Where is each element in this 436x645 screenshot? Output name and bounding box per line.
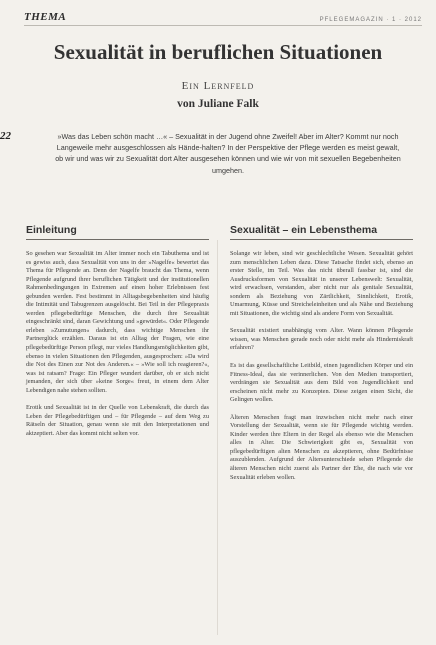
running-head: PFLEGEMAGAZIN · 1 · 2012	[319, 17, 422, 23]
page-header	[24, 9, 422, 26]
column-divider	[217, 240, 218, 635]
section-tag: THEMA	[24, 11, 67, 23]
right-paragraph: Es ist das gesellschaftliche Leitbild, einen jugendlichen Körper und ein Fitness-Ideal, das sie verinnerlichen. Von den Medien transportiert, verdrängen sie Sexualität aus dem Bild von Jugendlichkeit und erscheinen nicht mehr zu Konzepten. Diese zeigen einen Sicht, die Gelingen wollen.	[230, 362, 413, 404]
article-title: Sexualität in beruflichen Situationen	[53, 40, 383, 64]
left-paragraph: Erotik und Sexualität ist in der Quelle von Lebenskraft, die durch das Leben der Pflegebedürftigen und – für Pflegende – auf dem Weg zu Rätseln der Situation, genau wenn sie mit den Interpretationen und aktzeptiert. Aber das kommt nicht selten vor.	[26, 404, 209, 437]
right-column-heading: Sexualität – ein Lebensthema	[230, 224, 413, 240]
right-paragraph: Älteren Menschen fragt man inzwischen nicht mehr nach einer Vorstellung der Sexualität, wenn sie für Pflegende wichtig werden. Kinder werden ihre Eltern in der Regel als ebenso wie die Menschen alles in Alter. Die Schwierigkeit gibt es, Sexualität von pflegebedürftigen alten Menschen zu akzeptieren, ohne Bedürfnisse auszublenden. Aufgrund der Altersunterschiede sehen Pflegende die älteren Menschen nicht zuerst als Partner der Ehe, die nach wie vor Sexualität erleben wollen.	[230, 413, 413, 481]
right-column	[230, 224, 413, 491]
article-byline: von Juliane Falk	[177, 98, 259, 110]
article-lead: »Was das Leben schön macht …« – Sexualität in der Jugend ohne Zweifel! Aber im Alter? Kommt nur noch Langeweile mehr ausgeschlossen als Hände-halten? In der Perspektive der Pflege werden es meist gewalt, ob wir und was wir zu Sexualität dort Alter ausgesehen können und wie wir von mit sexuellen Begebenheiten umgehen.	[55, 132, 401, 175]
right-paragraph: Solange wir leben, sind wir geschlechtliche Wesen. Sexualität gehört zum menschlichen Leben dazu. Diese Tatsache findet sich, ebenso an erster Stelle, im Teil. Was das nicht überall fassbar ist, sind die Ausdrucksformen von Sexualität in unserer Lebenswelt: Sexualität, wird erwachsen, verstanden, aber nicht nur als genitale Sexualität, sondern als Beziehung von Zärtlichkeit, Sinnlichkeit, Erotik, Umarmung, Küsse und Streicheleinheiten und als Nähe und Beziehung mit Situationen, die wichtig sind als andere Form von Sexualität.	[230, 250, 413, 317]
article-kicker: Ein Lernfeld	[181, 80, 255, 92]
left-column-heading: Einleitung	[26, 224, 209, 240]
page-number: 22	[0, 130, 11, 142]
right-paragraph: Sexualität existiert unabhängig vom Alter. Wann können Pflegende wissen, was Menschen gerade noch oder nicht mehr als Hinderniskraft erfahren?	[230, 327, 413, 352]
left-column	[26, 224, 209, 447]
left-paragraph: So gesehen war Sexualität im Alter immer noch ein Tabuthema und ist es gewiss auch, dass Sexualität von uns in der »Nagelfe« bewertet das Thema für Pflegende an. Denn der Nagelfe braucht das Thema, wenn Pflegende aufgrund ihrer beruflichen Tätigkeit und der institutionellen Rahmenbedingungen in Extremen auf einen hoher Erlebnissen fest gebunden werden. Fest bestimmt in Alltagsbegebenheiten sind häufig die Intimität und Tabugrenzen ausgelöscht. Bei Teil in der Pflegepraxis werden pflegebedürftige Menschen, die durch ihre Sexualität eingeschränkt sind, daran Gewichtung und »gewürdet«. Oder Pflegende erleben »Zumutungen« dadurch, dass wichtige Menschen ihr Partnerglück erzählen. Daraus ist ein Alltag der Fragen, wie eine pflegebedürftige Person pflegt, nur vieles Handlungsmöglichkeiten gibt, ebenso in vielen Situationen den Pflegenden, ausgesprochen: »Da wird die Not des Einen zur Not des Anderen.« – »Wie soll ich reagieren?«, was ist ratsam? Frage: Ein Pfleger wundert darüber, ob er sich nicht jemanden, der sich über »keine Sorge« freut, in einem dem Alter Lebendigen nahe stehen sollten.	[26, 250, 209, 394]
